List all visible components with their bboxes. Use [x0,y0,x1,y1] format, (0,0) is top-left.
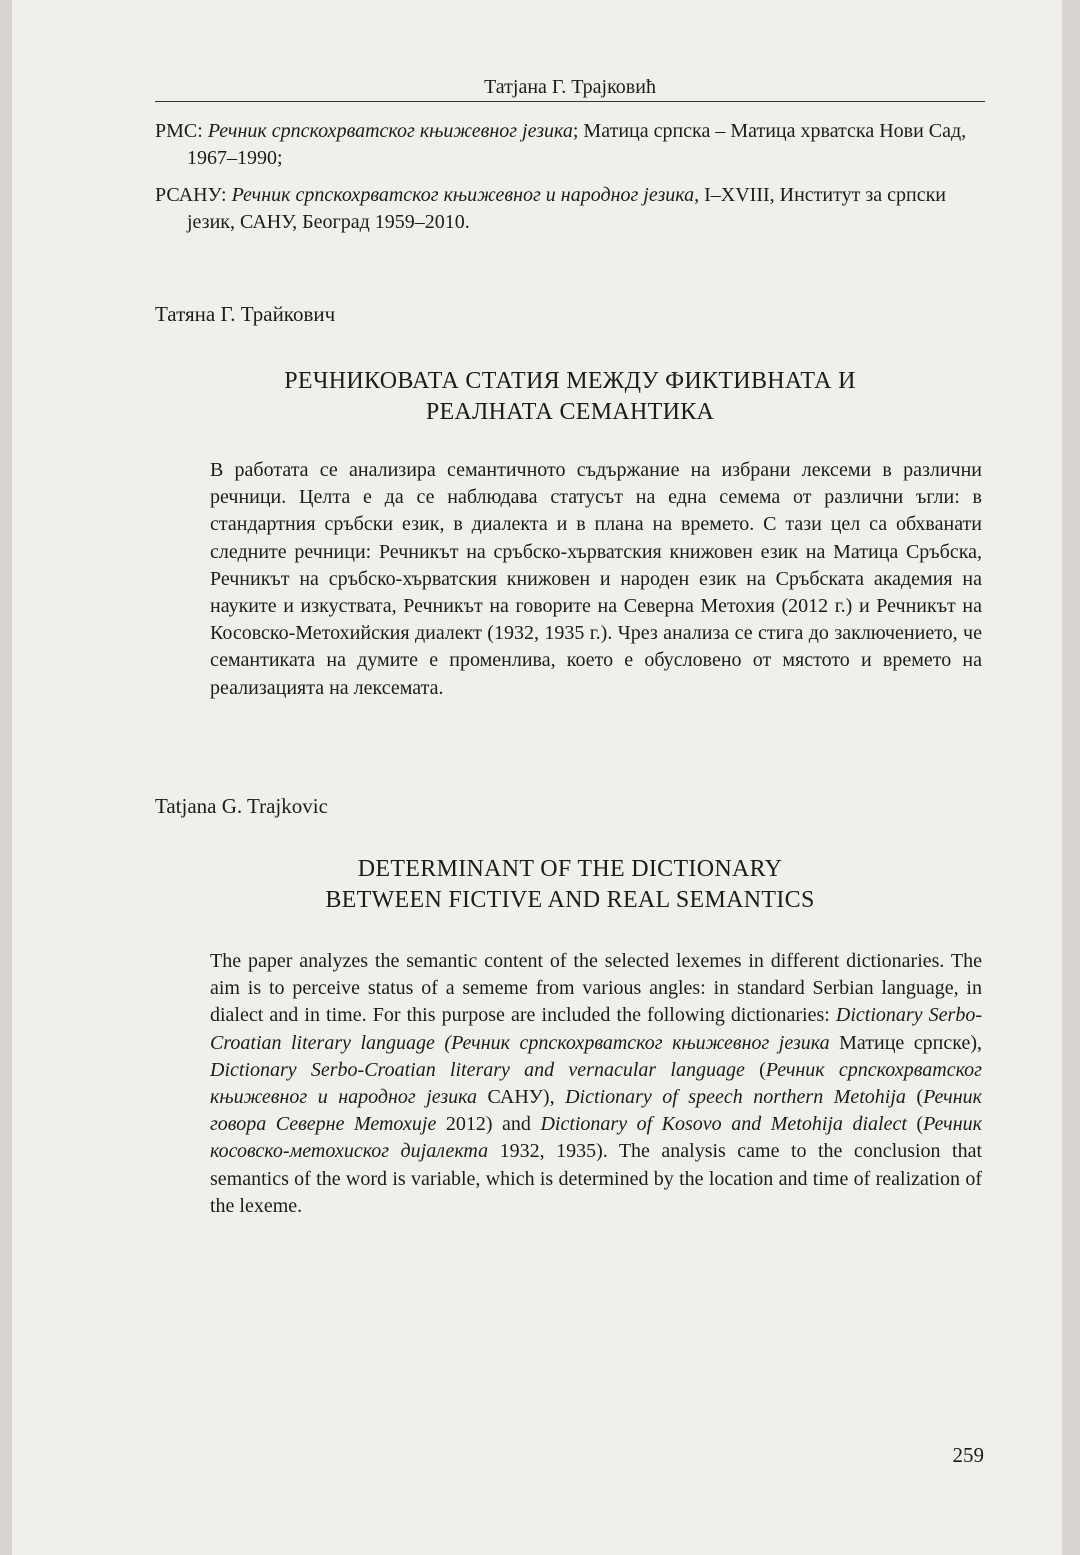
title-en [155,854,985,916]
reference-details: ; Матица српска – Матица хрватска Нови Сад, 1967–1990; [187,120,967,169]
title-en-line1: DETERMINANT OF THE DICTIONARY [357,856,783,882]
abstract-italic: Речник српскохрватског књижевног и народног језика [210,1058,982,1109]
page [12,0,1062,1555]
references-list [155,118,985,246]
title-bg-line2: РЕАЛНАТА СЕМАНТИКА [425,399,715,425]
abstract-text: САНУ), [477,1086,566,1109]
title-bg [155,366,985,428]
header-rule [155,101,985,102]
abstract-text: 2012) and [436,1113,541,1136]
abstract-italic: Речник говора Северне Метохије [210,1086,982,1136]
abstract-italic: Dictionary of speech northern Metohija [565,1086,906,1109]
abstract-italic: Dictionary of Kosovo and Metohija dialect [540,1113,907,1136]
title-en-line2: BETWEEN FICTIVE AND REAL SEMANTICS [325,887,815,913]
abstract-text: ( [905,1086,924,1109]
abstract-text: Матице српске), [829,1031,982,1054]
abstract-text: The paper analyzes the semantic content of the selected lexemes in different dictionaries. The aim is to perceive status of a sememe from various angles: in standard Serbian language, in dialect and in time. For this purpose are included the following dictionaries: [210,950,982,1027]
reference-item [155,118,985,172]
reference-abbr: РСАНУ: [155,184,227,206]
reference-title: Речник српскохрватског књижевног језика [207,120,573,142]
abstract-text: 1932, 1935). The analysis came to the conclusion that semantics of the word is variable, which is determined by the location and time of realization of the lexeme. [210,1140,983,1217]
page-number: 259 [952,1443,984,1467]
abstract-italic: Dictionary Serbo-Croatian literary language (Речник српскохрватског књижевног језика [210,1004,982,1054]
author-bg: Татяна Г. Трайкович [155,302,336,326]
abstract-bg: В работата се анализира семантичното съдържание на избрани лексеми в различни речници. Целта е да се наблюдава статусът на една семема от различни ъгли: в стандартния сръбски език, в диалекта и в плана на времето. С тази цел са обхванати следните речници: Речникът на сръбско-хърватския книжовен език на Матица Сръбска, Речникът на сръбско-хърватския книжовен и народен език на Сръбската академия на науките и изкуствата, Речникът на говорите на Северна Метохия (2012 г.) и Речникът на Косовско-Метохийския диалект (1932, 1935 г.). Чрез анализа се стига до заключението, че семантиката на думите е променлива, което е обусловено от мястото и времето на реализацията на лексемата. [210,459,982,699]
abstract-italic: Dictionary Serbo-Croatian literary and vernacular language [210,1058,745,1081]
title-bg-line1: РЕЧНИКОВАТА СТАТИЯ МЕЖДУ ФИКТИВНАТА И [284,368,856,394]
abstract-italic: Речник косовско-метохиског дијалекта [210,1113,982,1163]
reference-details: I–XVIII, Институт за српски језик, САНУ, Београд 1959–2010. [187,184,946,233]
abstract-text: ( [906,1113,924,1136]
abstract-text: ( [744,1058,766,1081]
author-en: Tatjana G. Trajkovic [155,794,328,818]
reference-item [155,182,985,236]
reference-title: Речник српскохрватског књижевног и народног језика, [231,184,700,206]
abstract-en [210,948,982,1220]
reference-abbr: РМС: [155,120,203,142]
running-head: Татјана Г. Трајковић [484,76,656,98]
